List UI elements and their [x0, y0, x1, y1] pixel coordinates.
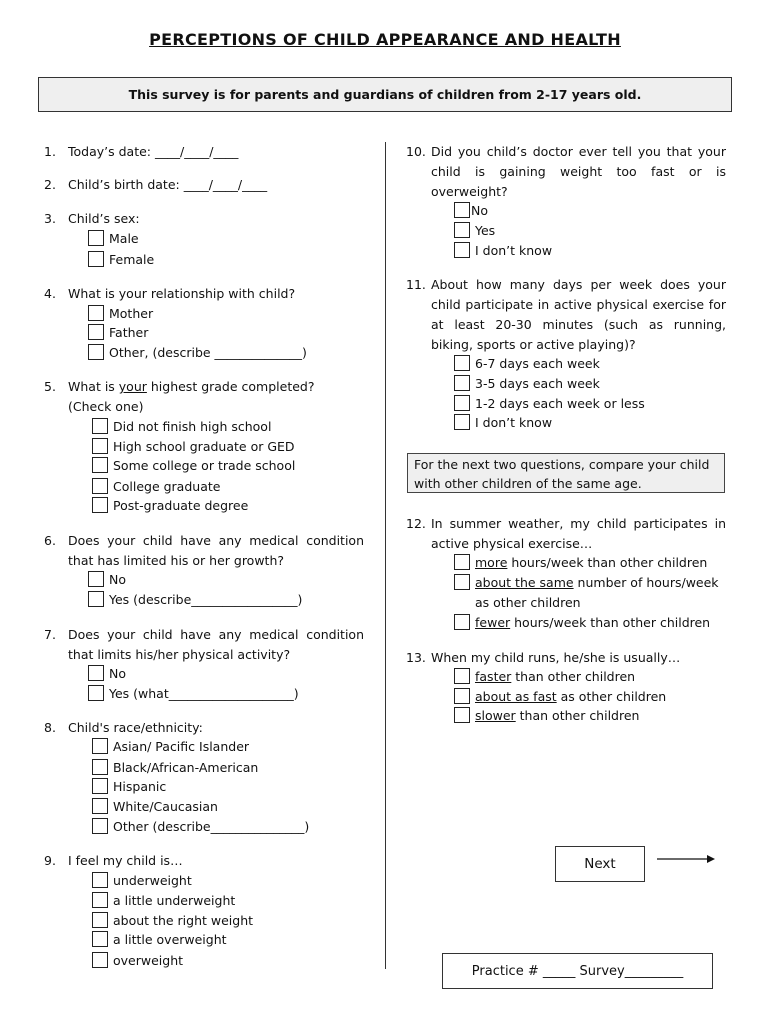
- checkbox[interactable]: [92, 952, 108, 968]
- question-number: 11.: [406, 277, 426, 292]
- option-more[interactable]: more hours/week than other children: [454, 553, 707, 573]
- option-no[interactable]: No: [88, 570, 126, 590]
- checkbox[interactable]: [454, 668, 470, 684]
- checkbox[interactable]: [88, 685, 104, 701]
- question-1: [44, 142, 364, 162]
- option-about-the-same[interactable]: about the same number of hours/week: [454, 573, 719, 593]
- option-overweight[interactable]: overweight: [92, 951, 183, 971]
- checkbox[interactable]: [454, 375, 470, 391]
- checkbox[interactable]: [92, 798, 108, 814]
- question-8: [44, 718, 364, 738]
- option-asian[interactable]: Asian/ Pacific Islander: [92, 737, 249, 757]
- option-mother[interactable]: Mother: [88, 304, 153, 324]
- option-other-race[interactable]: Other (describe_______________): [92, 817, 309, 837]
- checkbox[interactable]: [92, 759, 108, 775]
- checkbox[interactable]: [454, 614, 470, 630]
- option-male[interactable]: Male: [88, 229, 139, 249]
- option-did-not-finish[interactable]: Did not finish high school: [92, 417, 271, 437]
- checkbox[interactable]: [92, 438, 108, 454]
- question-3: [44, 209, 364, 229]
- question-number: 9.: [44, 853, 56, 868]
- checkbox[interactable]: [92, 497, 108, 513]
- checkbox[interactable]: [92, 778, 108, 794]
- question-number: 1.: [44, 144, 56, 159]
- option-white[interactable]: White/Caucasian: [92, 797, 218, 817]
- question-13: [406, 648, 726, 668]
- checkbox[interactable]: [454, 355, 470, 371]
- checkbox[interactable]: [92, 892, 108, 908]
- question-2: [44, 175, 364, 195]
- checkbox[interactable]: [454, 202, 470, 218]
- option-dont-know[interactable]: I don’t know: [454, 413, 552, 433]
- option-black[interactable]: Black/African-American: [92, 758, 258, 778]
- question-text: Did you child’s doctor ever tell you that your child is gaining weight too fast or is overweight?: [431, 144, 726, 199]
- arrow-right-icon: [657, 851, 715, 867]
- intro-banner: This survey is for parents and guardians of children from 2-17 years old.: [38, 77, 732, 112]
- option-dont-know[interactable]: I don’t know: [454, 241, 552, 261]
- option-yes-describe[interactable]: Yes (describe_________________): [88, 590, 302, 610]
- option-post-graduate[interactable]: Post-graduate degree: [92, 496, 248, 516]
- question-11: [406, 275, 726, 355]
- today-date-field[interactable]: Today’s date: ____/____/____: [68, 144, 239, 159]
- question-number: 6.: [44, 533, 56, 548]
- question-12: [406, 514, 726, 554]
- option-hispanic[interactable]: Hispanic: [92, 777, 166, 797]
- option-slower[interactable]: slower than other children: [454, 706, 639, 726]
- question-text: Does your child have any medical condition that has limited his or her growth?: [68, 533, 364, 568]
- question-text: In summer weather, my child participates in active physical exercise…: [431, 516, 726, 551]
- question-10: [406, 142, 726, 202]
- question-7: [44, 625, 364, 665]
- option-college-graduate[interactable]: College graduate: [92, 477, 220, 497]
- checkbox[interactable]: [88, 305, 104, 321]
- checkbox[interactable]: [88, 344, 104, 360]
- checkbox[interactable]: [454, 242, 470, 258]
- question-text: I feel my child is…: [68, 853, 183, 868]
- question-5: [44, 377, 344, 417]
- option-continuation: as other children: [475, 595, 581, 610]
- option-about-as-fast[interactable]: about as fast as other children: [454, 687, 666, 707]
- question-number: 4.: [44, 286, 56, 301]
- checkbox[interactable]: [88, 251, 104, 267]
- checkbox[interactable]: [92, 418, 108, 434]
- checkbox[interactable]: [92, 818, 108, 834]
- question-text: Child’s sex:: [68, 211, 140, 226]
- checkbox[interactable]: [454, 574, 470, 590]
- checkbox[interactable]: [454, 414, 470, 430]
- option-yes-what[interactable]: Yes (what____________________): [88, 684, 299, 704]
- question-text: Child's race/ethnicity:: [68, 720, 203, 735]
- option-some-college[interactable]: Some college or trade school: [92, 456, 295, 476]
- checkbox[interactable]: [88, 665, 104, 681]
- option-6-7-days[interactable]: 6-7 days each week: [454, 354, 600, 374]
- checkbox[interactable]: [454, 688, 470, 704]
- option-no[interactable]: No: [88, 664, 126, 684]
- option-underweight[interactable]: underweight: [92, 871, 192, 891]
- checkbox[interactable]: [88, 324, 104, 340]
- question-text: What is your highest grade completed? (Check one): [68, 379, 315, 414]
- checkbox[interactable]: [92, 738, 108, 754]
- question-text: Does your child have any medical condition that limits his/her physical activity?: [68, 627, 364, 662]
- option-father[interactable]: Father: [88, 323, 148, 343]
- next-button[interactable]: Next: [555, 846, 645, 882]
- question-4: [44, 284, 364, 304]
- question-number: 2.: [44, 177, 56, 192]
- option-right-weight[interactable]: about the right weight: [92, 911, 253, 931]
- option-no[interactable]: No: [454, 201, 488, 221]
- practice-survey-id: Practice # _____ Survey_________: [442, 953, 713, 989]
- checkbox[interactable]: [92, 931, 108, 947]
- question-number: 8.: [44, 720, 56, 735]
- column-divider: [385, 142, 386, 969]
- checkbox[interactable]: [88, 230, 104, 246]
- checkbox[interactable]: [92, 478, 108, 494]
- option-female[interactable]: Female: [88, 250, 154, 270]
- checkbox[interactable]: [454, 395, 470, 411]
- checkbox[interactable]: [92, 912, 108, 928]
- question-text: What is your relationship with child?: [68, 286, 296, 301]
- question-9: [44, 851, 364, 871]
- checkbox[interactable]: [454, 222, 470, 238]
- option-3-5-days[interactable]: 3-5 days each week: [454, 374, 600, 394]
- checkbox[interactable]: [92, 872, 108, 888]
- question-number: 10.: [406, 144, 426, 159]
- option-little-overweight[interactable]: a little overweight: [92, 930, 227, 950]
- question-number: 13.: [406, 650, 426, 665]
- question-number: 12.: [406, 516, 426, 531]
- question-number: 5.: [44, 379, 56, 394]
- question-6: [44, 531, 364, 571]
- option-little-underweight[interactable]: a little underweight: [92, 891, 235, 911]
- option-other-relationship[interactable]: Other, (describe ______________): [88, 343, 307, 363]
- option-fewer[interactable]: fewer hours/week than other children: [454, 613, 710, 633]
- birth-date-field[interactable]: Child’s birth date: ____/____/____: [68, 177, 268, 192]
- option-hs-graduate[interactable]: High school graduate or GED: [92, 437, 295, 457]
- checkbox[interactable]: [88, 571, 104, 587]
- question-number: 7.: [44, 627, 56, 642]
- question-text: About how many days per week does your child participate in active physical exercise for at least 20-30 minutes (such as running, biking, sports or active playing)?: [431, 277, 726, 352]
- checkbox[interactable]: [92, 457, 108, 473]
- option-faster[interactable]: faster than other children: [454, 667, 635, 687]
- question-text: When my child runs, he/she is usually…: [431, 650, 681, 665]
- option-yes[interactable]: Yes: [454, 221, 495, 241]
- question-number: 3.: [44, 211, 56, 226]
- checkbox[interactable]: [88, 591, 104, 607]
- checkbox[interactable]: [454, 707, 470, 723]
- comparison-note: For the next two questions, compare your child with other children of the same age.: [407, 453, 725, 493]
- option-1-2-days[interactable]: 1-2 days each week or less: [454, 394, 645, 414]
- page-title: PERCEPTIONS OF CHILD APPEARANCE AND HEALTH: [149, 30, 621, 49]
- checkbox[interactable]: [454, 554, 470, 570]
